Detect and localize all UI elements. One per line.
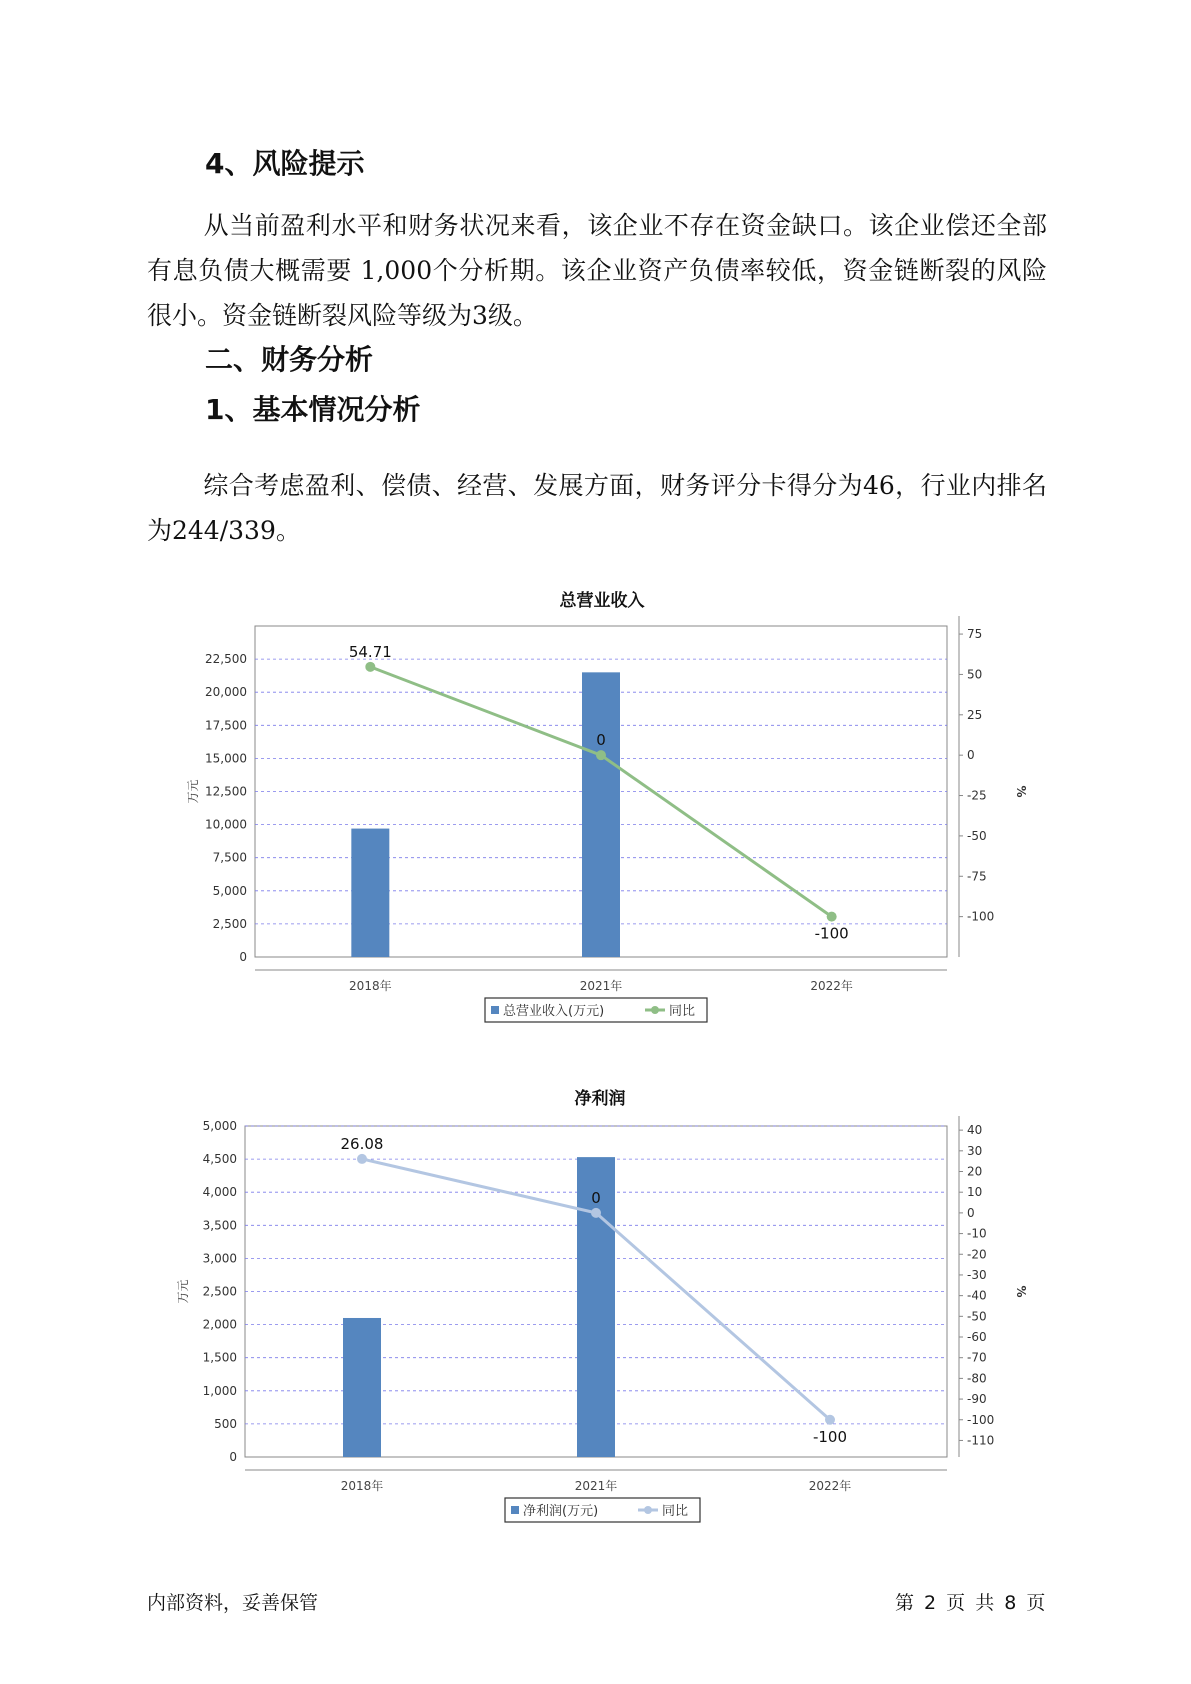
legend-bar-swatch (491, 1006, 499, 1014)
y2-tick-label: 30 (967, 1143, 983, 1158)
chart-title-net-profit: 净利润 (574, 1089, 626, 1109)
y-tick-label: 20,000 (205, 685, 247, 700)
y2-tick-label: -60 (967, 1330, 987, 1345)
y2-tick-label: -70 (967, 1350, 987, 1365)
y-tick-label: 4,000 (202, 1185, 237, 1200)
y2-tick-label: -80 (967, 1371, 987, 1386)
yoy-data-label: 26.08 (340, 1134, 384, 1153)
legend-bar-label: 净利润(万元) (523, 1504, 599, 1519)
x-tick-label: 2021年 (579, 979, 623, 993)
revenue-chart (175, 610, 1028, 1030)
y2-tick-label: -110 (967, 1433, 995, 1448)
y-axis-title: 万元 (176, 1279, 190, 1304)
y2-tick-label: -30 (967, 1267, 987, 1282)
risk-paragraph (147, 203, 1047, 338)
y-tick-label: 0 (229, 1450, 237, 1464)
y2-tick-label: 0 (967, 1205, 975, 1220)
y-tick-label: 17,500 (205, 718, 247, 733)
y-tick-label: 1,000 (202, 1383, 237, 1398)
y-tick-label: 3,000 (202, 1251, 237, 1266)
chart-title-revenue: 总营业收入 (559, 591, 645, 611)
y2-tick-label: 50 (967, 667, 983, 682)
y2-tick-label: 20 (967, 1164, 983, 1179)
y2-tick-label: -90 (967, 1392, 987, 1407)
y-axis-title: 万元 (186, 779, 200, 804)
y2-tick-label: -50 (967, 828, 987, 843)
y-tick-label: 5,000 (212, 883, 247, 898)
yoy-data-label: -100 (812, 1427, 848, 1446)
y2-tick-label: -100 (967, 1412, 995, 1427)
y-tick-label: 15,000 (205, 751, 247, 766)
y2-axis-title: % (1014, 1285, 1028, 1298)
net-profit-chart (175, 1110, 1028, 1530)
legend-bar-swatch (511, 1506, 519, 1514)
y-tick-label: 2,500 (212, 916, 247, 931)
footer-page-number: 第 2 页 共 8 页 (895, 1592, 1046, 1614)
x-tick-label: 2018年 (340, 1479, 384, 1493)
legend-line-marker (651, 1006, 659, 1014)
y2-tick-label: -10 (967, 1226, 987, 1241)
x-tick-label: 2022年 (810, 979, 853, 993)
y-tick-label: 2,000 (202, 1317, 237, 1332)
y2-tick-label: -100 (967, 909, 995, 924)
y-tick-label: 12,500 (205, 784, 247, 799)
y-tick-label: 7,500 (212, 850, 247, 865)
yoy-data-label: 0 (596, 731, 606, 750)
subsection-heading-basic: 1、基本情况分析 (205, 393, 421, 426)
x-tick-label: 2018年 (349, 979, 392, 993)
y2-tick-label: 40 (967, 1123, 983, 1138)
x-tick-label: 2021年 (574, 1479, 618, 1493)
y-tick-label: 3,500 (202, 1218, 237, 1233)
y2-tick-label: 25 (967, 707, 983, 722)
yoy-point (591, 1208, 601, 1218)
y2-axis-title: % (1014, 785, 1028, 798)
y2-tick-label: 0 (967, 748, 975, 763)
y-tick-label: 4,500 (202, 1152, 237, 1167)
yoy-point (827, 912, 837, 922)
y-tick-label: 500 (214, 1416, 237, 1431)
y2-tick-label: -50 (967, 1309, 987, 1324)
yoy-point (365, 662, 375, 672)
yoy-point (825, 1415, 835, 1425)
y2-tick-label: -25 (967, 788, 987, 803)
y2-tick-label: 10 (967, 1185, 983, 1200)
y-tick-label: 5,000 (202, 1119, 237, 1133)
yoy-point (596, 750, 606, 760)
basic-text: 综合考虑盈利、偿债、经营、发展方面，财务评分卡得分为46，行业内排名为244/339。 (147, 471, 1047, 545)
x-tick-label: 2022年 (808, 1479, 852, 1493)
y-tick-label: 10,000 (205, 817, 247, 832)
y2-tick-label: -40 (967, 1288, 987, 1303)
bar-2021年 (582, 672, 620, 957)
legend-line-marker (644, 1506, 652, 1514)
yoy-data-label: 54.71 (348, 642, 392, 661)
legend-bar-label: 总营业收入(万元) (503, 1004, 605, 1019)
y-tick-label: 0 (239, 950, 247, 964)
legend-line-label: 同比 (662, 1504, 689, 1519)
bar-2018年 (343, 1318, 381, 1457)
yoy-point (357, 1154, 367, 1164)
legend-line-label: 同比 (669, 1004, 696, 1019)
basic-paragraph (147, 463, 1047, 553)
y-tick-label: 1,500 (202, 1350, 237, 1365)
section-heading-finance: 二、财务分析 (205, 343, 374, 376)
risk-text: 从当前盈利水平和财务状况来看，该企业不存在资金缺口。该企业偿还全部有息负债大概需要 1,000个分析期。该企业资产负债率较低，资金链断裂的风险很小。资金链断裂风险等级为3级。 (147, 211, 1047, 330)
y2-tick-label: -75 (967, 869, 987, 884)
y2-tick-label: 75 (967, 627, 983, 642)
yoy-data-label: 0 (591, 1188, 601, 1207)
y-tick-label: 22,500 (205, 652, 247, 667)
section-heading-risk: 4、风险提示 (205, 147, 365, 180)
footer-confidential: 内部资料，妥善保管 (147, 1592, 319, 1614)
y-tick-label: 2,500 (202, 1284, 237, 1299)
y2-tick-label: -20 (967, 1247, 987, 1262)
yoy-data-label: -100 (814, 924, 849, 943)
bar-2018年 (351, 829, 389, 957)
